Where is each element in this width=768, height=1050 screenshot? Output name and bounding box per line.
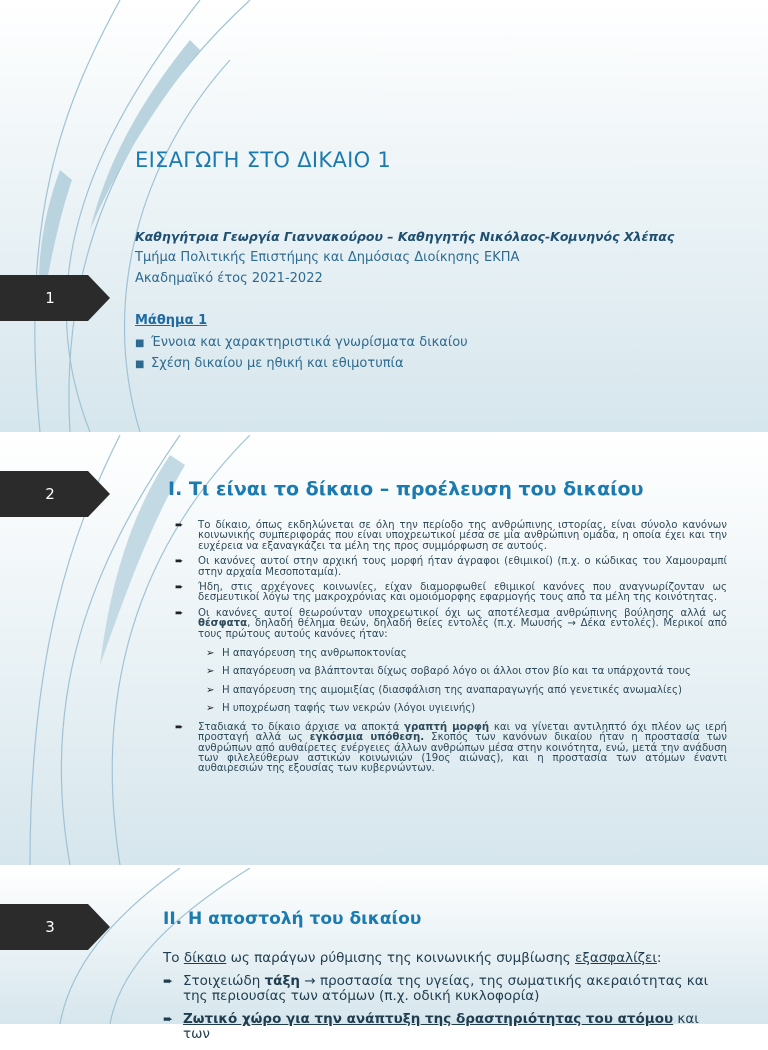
- slide-number: 2: [45, 485, 55, 503]
- paragraph: ➨ Ήδη, στις αρχέγονες κοινωνίες, είχαν διαμορφωθεί εθιμικοί κανόνες που αναγνωρίζονταν ως δεσμευτικοί λόγω της μακροχρόνιας και ομοιόμορφης εφαρμογής τους από τα μέλη της κοινότητας.: [175, 582, 727, 604]
- arrow-bullet-icon: ➨: [175, 556, 184, 568]
- slide-2-body: [175, 521, 727, 780]
- slide-number: 3: [45, 918, 55, 936]
- arrow-bullet-icon: ➨: [175, 582, 184, 594]
- paragraph: ➨ Οι κανόνες αυτοί θεωρούνταν υποχρεωτικοί όχι ως αποτέλεσμα ανθρώπινης βούλησης αλλά ως θέσφατα, δηλαδή θέλημα θεών, δηλαδή θείες εντολές (π.χ. Μωυσής → Δέκα εντολές). Μερικοί από τους πρώτους αυτούς κανόνες ήταν:: [175, 607, 727, 640]
- bullet-item: ■ Έννοια και χαρακτηριστικά γνωρίσματα δικαίου: [135, 335, 468, 350]
- chevron-bullet-icon: ➢: [206, 703, 215, 715]
- slide-number-tag: [0, 275, 110, 321]
- slide-1[interactable]: [0, 0, 768, 432]
- presentation-title: ΕΙΣΑΓΩΓΗ ΣΤΟ ΔΙΚΑΙΟ 1: [135, 148, 392, 172]
- arrow-bullet-icon: ➨: [175, 721, 184, 733]
- arrow-bullet-icon: ➨: [163, 1012, 174, 1026]
- chevron-bullet-icon: ➢: [206, 648, 215, 660]
- academic-year-line: Ακαδημαϊκό έτος 2021-2022: [135, 271, 323, 286]
- authors-line: Καθηγήτρια Γεωργία Γιαννακούρου – Καθηγητής Νικόλαος-Κομνηνός Χλέπας: [135, 229, 675, 244]
- sub-list-item: ➢ Η απαγόρευση της αιμομιξίας (διασφάλιση της αναπαραγωγής από γενετικές ανωμαλίες): [206, 684, 682, 696]
- sub-list-item: ➢ Η απαγόρευση της ανθρωποκτονίας: [206, 648, 407, 660]
- paragraph: ➨ Σταδιακά το δίκαιο άρχισε να αποκτά γραπτή μορφή και να γίνεται αντιληπτό όχι πλέον ως ιερή προσταγή αλλά ως εγκόσμια υπόθεση. Σκοπός των κανόνων δικαίου ήταν η προστασία των ανθρώπων από αυθαίρετες ενέργειες άλλων ανθρώπων μέσα στην κοινότητα, ενώ, μετά την ανάδυση των φιλελεύθερων αστικών κοινωνιών (19ος αιώνας), και η προστασία των ατόμων έναντι αυθαιρεσιών της εξουσίας των κυβερνώντων.: [175, 721, 727, 775]
- slide-2-title: I. Τι είναι το δίκαιο – προέλευση του δικαίου: [168, 478, 644, 500]
- sub-list-item: ➢ Η υποχρέωση ταφής των νεκρών (λόγοι υγιεινής): [206, 703, 476, 715]
- arrow-bullet-icon: ➨: [175, 520, 184, 531]
- paragraph: ➨ Στοιχειώδη τάξη → προστασία της υγείας, της σωματικής ακεραιότητας και της περιουσίας των ατόμων (π.χ. οδική κυκλοφορία): [163, 973, 709, 1004]
- slide-number: 1: [45, 289, 55, 307]
- slide-number-tag: [0, 904, 110, 950]
- square-bullet-icon: ■: [135, 338, 145, 349]
- bullet-item: ■ Σχέση δικαίου με ηθική και εθιμοτυπία: [135, 356, 404, 371]
- chevron-bullet-icon: ➢: [206, 684, 215, 696]
- square-bullet-icon: ■: [135, 359, 145, 370]
- lesson-heading: Μάθημα 1: [135, 313, 208, 328]
- chevron-bullet-icon: ➢: [206, 666, 215, 678]
- sub-list-item: ➢ Η απαγόρευση να βλάπτονται δίχως σοβαρό λόγο οι άλλοι στον βίο και τα υπάρχοντά τους: [206, 666, 691, 678]
- slide-3-title: II. Η αποστολή του δικαίου: [163, 909, 422, 929]
- department-line: Τμήμα Πολιτικής Επιστήμης και Δημόσιας Διοίκησης ΕΚΠΑ: [135, 250, 520, 265]
- paragraph: ➨ Ζωτικό χώρο για την ανάπτυξη της δραστηριότητας του ατόμου και των: [163, 1011, 699, 1042]
- slide-number-tag: [0, 471, 110, 517]
- arrow-bullet-icon: ➨: [175, 607, 184, 619]
- intro-line: Το δίκαιο ως παράγων ρύθμισης της κοινωνικής συμβίωσης εξασφαλίζει:: [163, 950, 662, 966]
- paragraph: ➨ Οι κανόνες αυτοί στην αρχική τους μορφή ήταν άγραφοι (εθιμικοί) (π.χ. ο κώδικας του Χαμουραμπί στην αρχαία Μεσοποταμία).: [175, 556, 727, 578]
- slide-3-body: [163, 951, 723, 1050]
- arrow-bullet-icon: ➨: [163, 974, 174, 988]
- paragraph: ➨ Το δίκαιο, όπως εκδηλώνεται σε όλη την περίοδο της ανθρώπινης ιστορίας, είναι σύνολο κανόνων κοινωνικής συμπεριφοράς που είναι υποχρεωτικοί μέσα σε μία ανθρώπινη ομάδα, η οποία έχει και την ευχέρεια να εξαναγκάζει τα μέλη της προς συμμόρφωση σε αυτούς.: [175, 520, 727, 552]
